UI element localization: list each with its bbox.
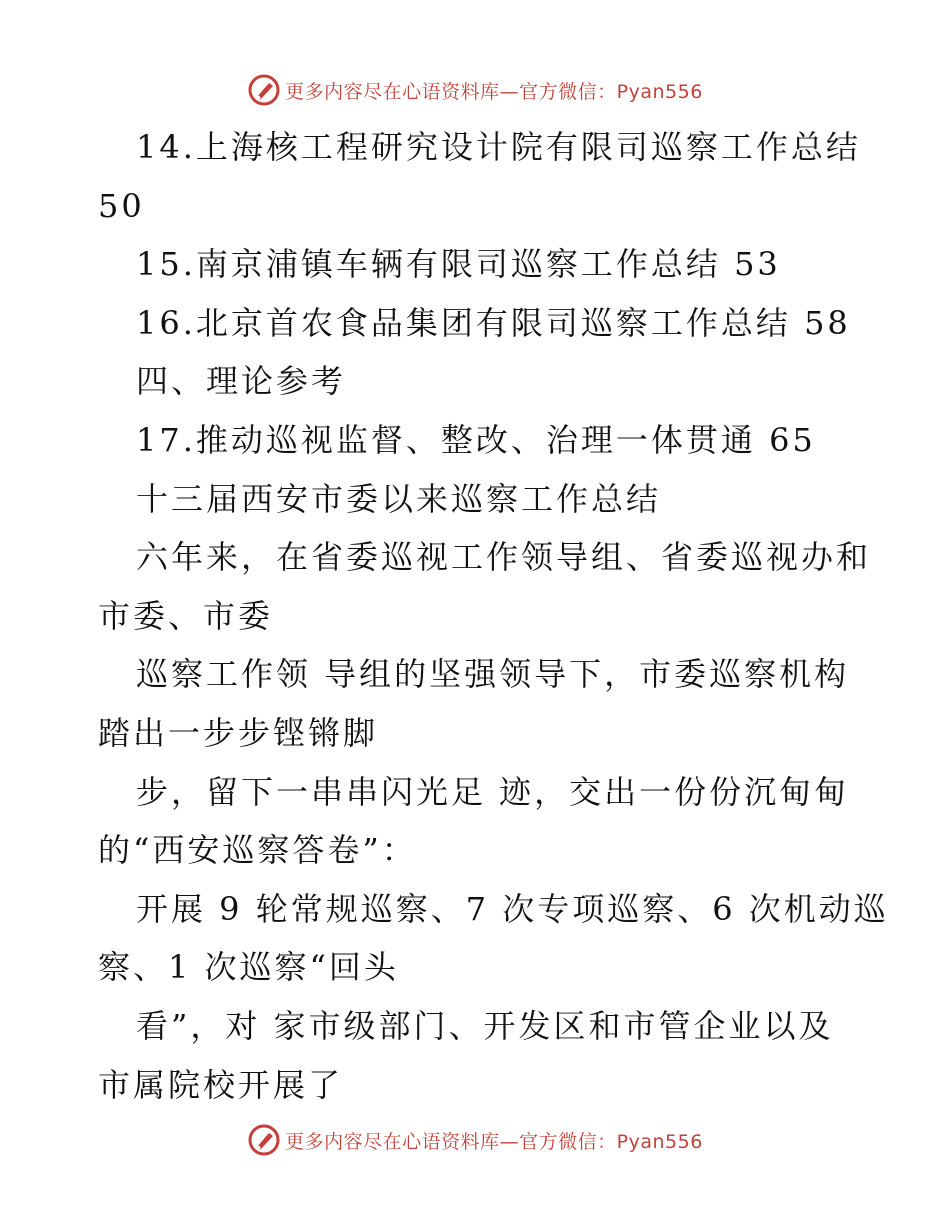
document-body: [98, 118, 889, 1114]
paragraph-line: 巡察工作领 导组的坚强领导下，市委巡察机构: [136, 655, 850, 694]
paragraph-line: 踏出一步步铿锵脚: [98, 713, 379, 752]
toc-entry-17: 17.推动巡视监督、整改、治理一体贯通 65: [136, 420, 816, 459]
paragraph-line: 步，留下一串串闪光足 迹，交出一份份沉甸甸: [136, 772, 850, 811]
paragraph-line: 六年来，在省委巡视工作领导组、省委巡视办和: [136, 538, 872, 577]
footer-watermark-banner: [0, 1120, 950, 1160]
paragraph-line: 察、1 次巡察“回头: [98, 948, 399, 987]
pen-logo-icon: [247, 1123, 281, 1157]
watermark-text: 更多内容尽在心语资料库—官方微信：Pyan556: [285, 1130, 703, 1153]
paragraph-line: 市属院校开展了: [98, 1065, 344, 1104]
pen-logo-icon: [247, 73, 281, 107]
paragraph-line: 开展 9 轮常规巡察、7 次专项巡察、6 次机动巡: [136, 889, 889, 928]
toc-entry-15: 15.南京浦镇车辆有限司巡察工作总结 53: [136, 245, 781, 284]
toc-section-heading: 四、理论参考: [136, 362, 347, 401]
paragraph-line: 市委、市委: [98, 596, 274, 635]
header-watermark-banner: [0, 70, 950, 110]
toc-entry-16: 16.北京首农食品集团有限司巡察工作总结 58: [136, 303, 851, 342]
paragraph-line: 看”，对 家市级部门、开发区和市管企业以及: [136, 1006, 834, 1045]
article-title: 十三届西安市委以来巡察工作总结: [136, 479, 662, 518]
toc-entry-14: 14.上海核工程研究设计院有限司巡察工作总结: [136, 128, 861, 166]
watermark-text: 更多内容尽在心语资料库—官方微信：Pyan556: [285, 80, 703, 103]
toc-page-number: 50: [98, 186, 145, 225]
paragraph-line: 的“西安巡察答卷”：: [98, 831, 417, 870]
